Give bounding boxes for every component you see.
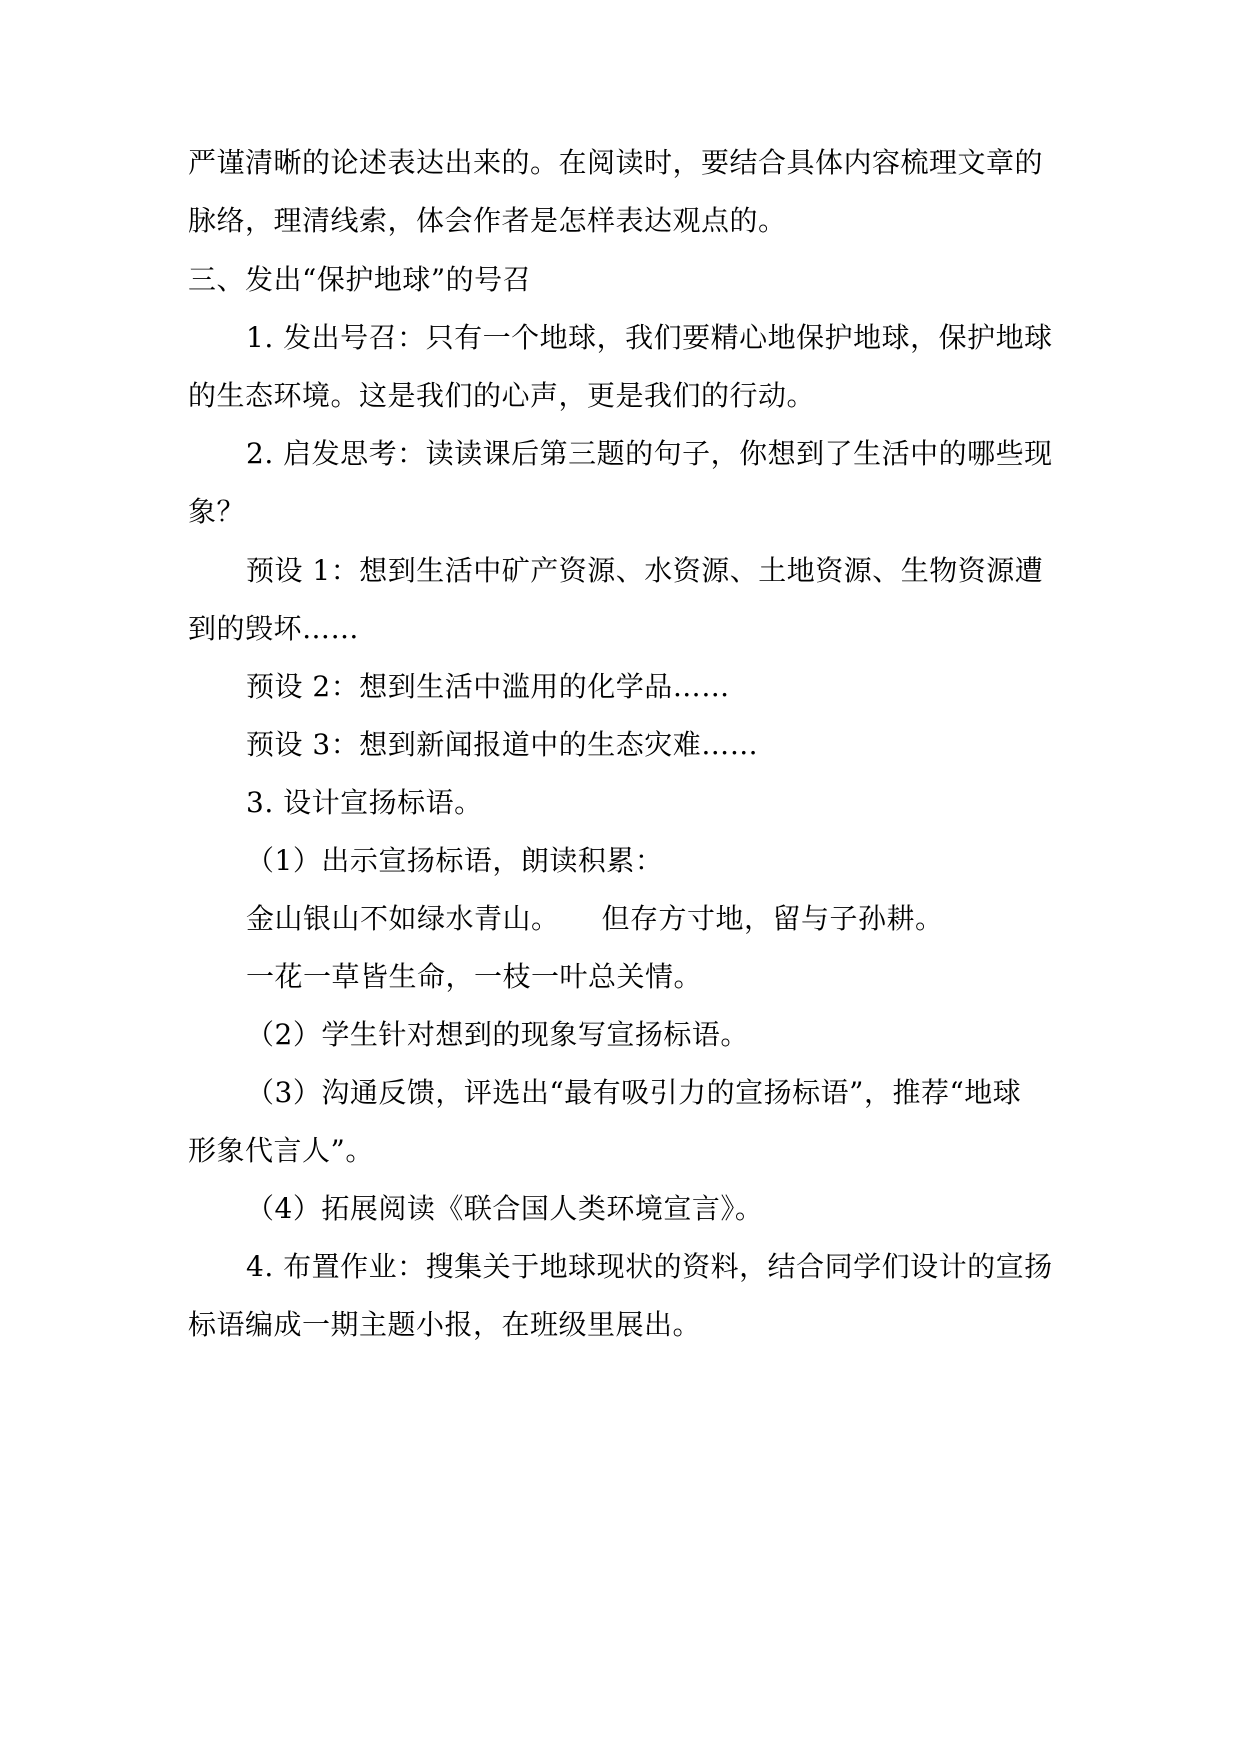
slogan-2: 一花一草皆生命，一枝一叶总关情。 (246, 960, 703, 993)
sub-item-1: （1）出示宣扬标语，朗读积累： (246, 844, 664, 877)
intro-line-2: 脉络，理清线索，体会作者是怎样表达观点的。 (188, 204, 787, 237)
slogan-1a: 金山银山不如绿水青山。 (246, 902, 560, 935)
sub-item-3-line-2: 形象代言人”。 (188, 1134, 374, 1167)
intro-line-1: 严谨清晰的论述表达出来的。在阅读时，要结合具体内容梳理文章的 (188, 146, 1044, 179)
step-4-line-1: 4. 布置作业：搜集关于地球现状的资料，结合同学们设计的宣扬 (246, 1250, 1053, 1283)
sub-item-2: （2）学生针对想到的现象写宣扬标语。 (246, 1018, 749, 1051)
preset-1-line-1: 预设 1：想到生活中矿产资源、水资源、土地资源、生物资源遭 (246, 554, 1044, 587)
preset-3: 预设 3：想到新闻报道中的生态灾难…… (246, 728, 759, 761)
step-1-line-1: 1. 发出号召：只有一个地球，我们要精心地保护地球，保护地球 (246, 321, 1053, 354)
step-2-line-1: 2. 启发思考：读读课后第三题的句子，你想到了生活中的哪些现 (246, 437, 1053, 470)
step-2-line-2: 象？ (188, 495, 246, 528)
section-heading: 三、发出“保护地球”的号召 (188, 263, 532, 296)
step-3: 3. 设计宣扬标语。 (246, 786, 483, 819)
sub-item-4: （4）拓展阅读《联合国人类环境宣言》。 (246, 1192, 764, 1225)
step-1-line-2: 的生态环境。这是我们的心声，更是我们的行动。 (188, 379, 816, 412)
slogan-row-1 (246, 895, 944, 943)
sub-item-3-line-1: （3）沟通反馈，评选出“最有吸引力的宣扬标语”，推荐“地球 (246, 1076, 1022, 1109)
slogan-1b: 但存方寸地，留与子孙耕。 (601, 902, 944, 935)
preset-2: 预设 2：想到生活中滥用的化学品…… (246, 670, 730, 703)
preset-1-line-2: 到的毁坏…… (188, 612, 360, 645)
step-4-line-2: 标语编成一期主题小报，在班级里展出。 (188, 1308, 702, 1341)
